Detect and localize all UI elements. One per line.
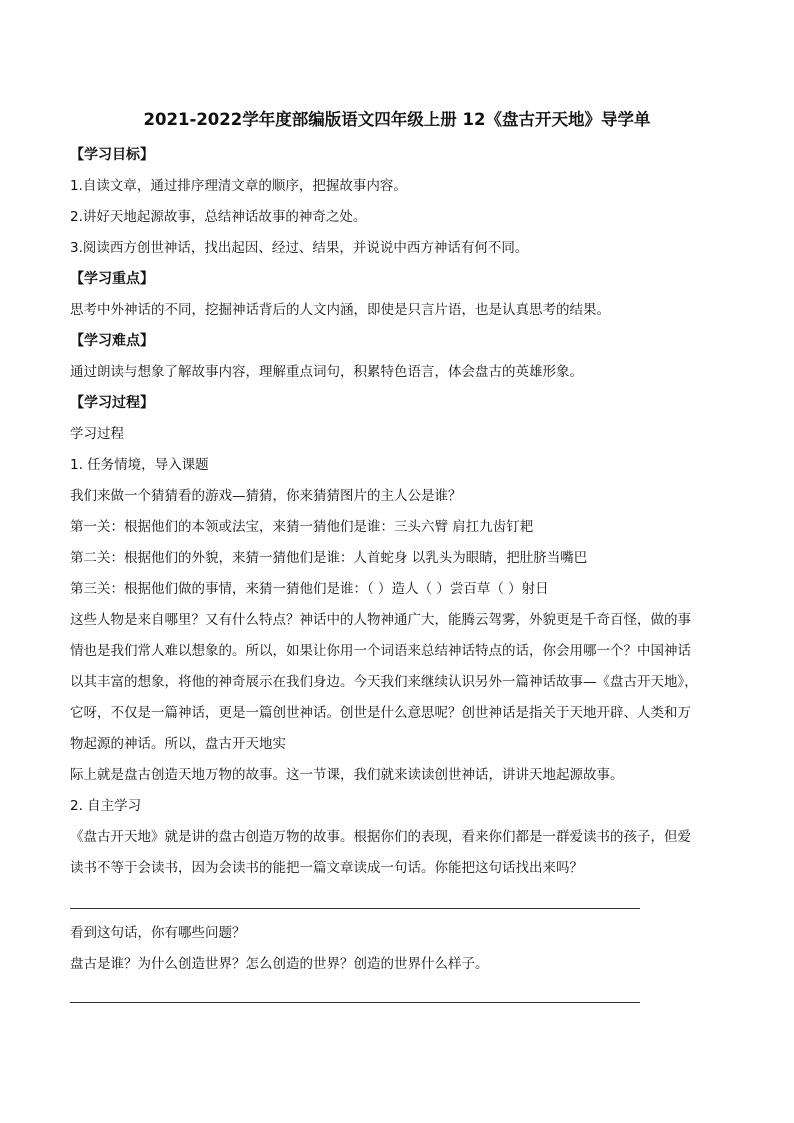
level-2: 第二关：根据他们的外貌，来猜一猜他们是谁：人首蛇身 以乳头为眼睛，把肚脐当嘴巴 bbox=[70, 550, 588, 566]
level-1: 第一关：根据他们的本领或法宝，来猜一猜他们是谁：三头六臂 肩扛九齿钉耙 bbox=[70, 519, 534, 535]
step2-title: 2. 自主学习 bbox=[70, 798, 142, 814]
goals-heading: 【学习目标】 bbox=[70, 147, 154, 163]
paragraph-tail: 际上就是盘古创造天地万物的故事。这一节课，我们就来读读创世神话，讲讲天地起源故事。 bbox=[70, 767, 624, 783]
question-prompt: 看到这句话，你有哪些问题？ bbox=[70, 925, 246, 941]
questions-text: 盘古是谁？为什么创造世界？怎么创造的世界？创造的世界什么样子。 bbox=[70, 956, 489, 972]
game-intro: 我们来做一个猜猜看的游戏—猜猜，你来猜猜图片的主人公是谁？ bbox=[70, 488, 462, 504]
goal-item-1: 1.自读文章，通过排序理清文章的顺序，把握故事内容。 bbox=[70, 178, 407, 194]
paragraph-line-1: 这些人物是来自哪里？又有什么特点？神话中的人物神通广大，能腾云驾雾，外貌更是千奇百怪，做的事 bbox=[70, 612, 691, 628]
process-label: 学习过程 bbox=[70, 426, 124, 442]
answer-line-2[interactable] bbox=[70, 1002, 640, 1003]
answer-line-1[interactable] bbox=[70, 908, 640, 909]
process-heading: 【学习过程】 bbox=[70, 395, 154, 411]
key-points-text: 思考中外神话的不同，挖掘神话背后的人文内涵，即使是只言片语，也是认真思考的结果。 bbox=[70, 302, 610, 318]
difficulties-text: 通过朗读与想象了解故事内容，理解重点词句，积累特色语言，体会盘古的英雄形象。 bbox=[70, 364, 583, 380]
step2-line-2: 读书不等于会读书，因为会读书的能把一篇文章读成一句话。你能把这句话找出来吗？ bbox=[70, 860, 583, 876]
level-3: 第三关：根据他们做的事情，来猜一猜他们是谁：（ ）造人（ ）尝百草（ ）射日 bbox=[70, 581, 549, 597]
paragraph-line-5: 物起源的神话。所以，盘古开天地实 bbox=[70, 736, 286, 752]
step1-title: 1. 任务情境，导入课题 bbox=[70, 457, 209, 473]
difficulties-heading: 【学习难点】 bbox=[70, 333, 154, 349]
goal-item-3: 3.阅读西方创世神话，找出起因、经过、结果，并说说中西方神话有何不同。 bbox=[70, 240, 529, 256]
paragraph-line-2: 情也是我们常人难以想象的。所以，如果让你用一个词语来总结神话特点的话，你会用哪一个？中国神话 bbox=[70, 643, 691, 659]
paragraph-line-4: 它呀，不仅是一篇神话，更是一篇创世神话。创世是什么意思呢？创世神话是指关于天地开辟、人类和万 bbox=[70, 705, 691, 721]
key-points-heading: 【学习重点】 bbox=[70, 271, 154, 287]
paragraph-line-3: 以其丰富的想象，将他的神奇展示在我们身边。今天我们来继续认识另外一篇神话故事—《盘古开天地》， bbox=[70, 674, 698, 690]
document-title: 2021-2022学年度部编版语文四年级上册 12《盘古开天地》导学单 bbox=[143, 110, 651, 129]
step2-line-1: 《盘古开天地》就是讲的盘古创造万物的故事。根据你们的表现，看来你们都是一群爱读书的孩子，但爱 bbox=[70, 829, 691, 845]
goal-item-2: 2.讲好天地起源故事，总结神话故事的神奇之处。 bbox=[70, 209, 367, 225]
